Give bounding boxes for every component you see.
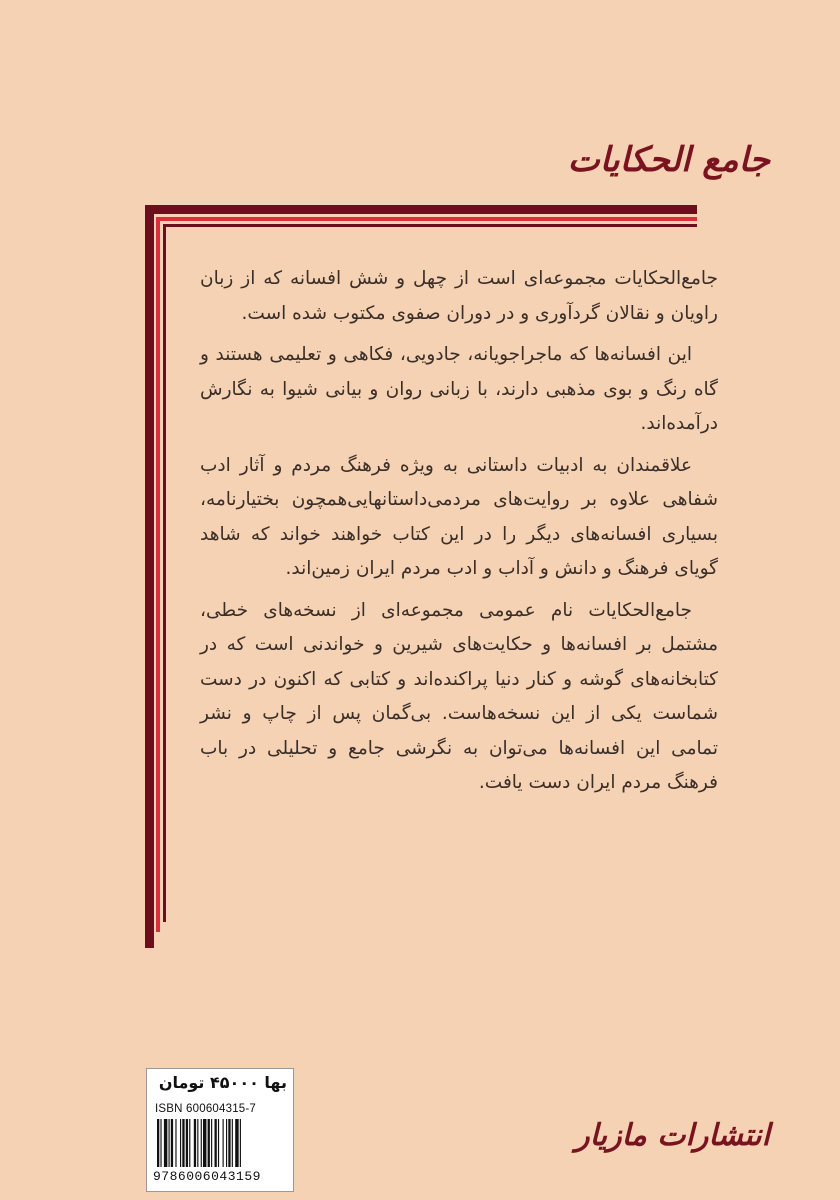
- barcode-number: 9786006043159: [153, 1169, 261, 1184]
- isbn-label: ISBN 600604315-7: [155, 1103, 257, 1115]
- price-label: بها ۴۵۰۰۰ تومان: [158, 1073, 287, 1092]
- frame-left-red: [156, 217, 160, 932]
- frame-top-dark-2: [165, 224, 697, 227]
- book-title: جامع الحکایات: [567, 140, 770, 180]
- price-barcode-sticker: [146, 1068, 294, 1192]
- frame-top-dark: [145, 205, 697, 214]
- frame-left-dark-2: [163, 224, 166, 922]
- paragraph-2: این افسانه‌ها که ماجراجویانه، جادویی، فکاهی و تعلیمی هستند و گاه رنگ و بوی مذهبی دارند، با زبانی روان و بیانی شیوا به نگارش درآمده‌اند.: [200, 344, 718, 434]
- paragraph-3: علاقمندان به ادبیات داستانی به ویژه فرهنگ مردم و آثار ادب شفاهی علاوه بر روایت‌های مردمی‌داستانهایی‌همچون بختیارنامه، بسیاری افسانه‌های دیگر را در این کتاب خواهند خواند که شاهد گویای فرهنگ و دانش و آداب و ادب مردم ایران زمین‌اند.: [200, 454, 718, 579]
- barcode-icon: [155, 1119, 285, 1169]
- frame-top-red: [156, 217, 697, 221]
- paragraph-1: جامع‌الحکایات مجموعه‌ای است از چهل و شش افسانه که از زبان راویان و نقالان گردآوری و در دوران صفوی مکتوب شده است.: [200, 268, 718, 324]
- publisher-logo: انتشارات مازیار: [575, 1118, 770, 1153]
- back-cover-description: [200, 262, 718, 808]
- frame-left-dark: [145, 205, 154, 948]
- paragraph-4: جامع‌الحکایات نام عمومی مجموعه‌ای از نسخه‌های خطی، مشتمل بر افسانه‌ها و حکایت‌های شیرین و خواندنی است که در کتابخانه‌های گوشه و کنار دنیا پراکنده‌اند و کتابی که اکنون در دست شماست یکی از این نسخه‌هاست. بی‌گمان پس از چاپ و نشر تمامی این افسانه‌ها می‌توان به نگرشی جامع و تحلیلی در باب فرهنگ مردم ایران دست یافت.: [200, 599, 718, 793]
